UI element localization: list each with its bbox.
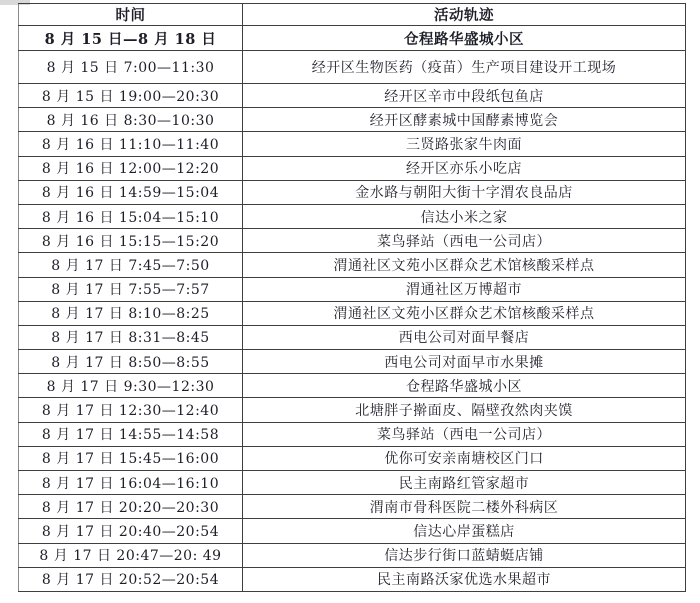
time-cell: 8 月 17 日 15:45—16:00 [19,446,243,470]
table-row [19,84,686,108]
table-row [19,277,686,301]
activity-cell: 菜鸟驿站（西电一公司店） [243,229,686,253]
time-cell: 8 月 15 日 19:00—20:30 [19,84,243,108]
activity-cell: 金水路与朝阳大街十字渭农良品店 [243,180,686,204]
header-row [19,4,686,26]
time-cell: 8 月 17 日 14:55—14:58 [19,422,243,446]
table-row [19,253,686,277]
activity-cell: 信达步行街口蓝蜻蜓店铺 [243,543,686,567]
table-row [19,132,686,156]
time-cell: 8 月 17 日 7:45—7:50 [19,253,243,277]
time-cell: 8 月 17 日 20:40—20:54 [19,519,243,543]
table-row [19,156,686,180]
table-row [19,108,686,132]
time-cell: 8 月 17 日 9:30—12:30 [19,374,243,398]
column-header-activity: 活动轨迹 [243,4,686,26]
activity-trace-table [18,3,686,592]
time-cell: 8 月 17 日 7:55—7:57 [19,277,243,301]
table-row [19,51,686,84]
activity-cell: 民主南路沃家优选水果超市 [243,567,686,591]
column-header-time: 时间 [19,4,243,26]
table-row [19,398,686,422]
table-row [19,374,686,398]
activity-cell: 经开区辛市中段纸包鱼店 [243,84,686,108]
activity-cell: 渭南市骨科医院二楼外科病区 [243,495,686,519]
activity-cell: 西电公司对面早餐店 [243,325,686,349]
table-row [19,350,686,374]
time-cell: 8 月 16 日 14:59—15:04 [19,180,243,204]
activity-cell: 经开区生物医药（疫苗）生产项目建设开工现场 [243,51,686,84]
time-cell: 8 月 16 日 8:30—10:30 [19,108,243,132]
table-row [19,325,686,349]
time-cell: 8 月 17 日 20:20—20:30 [19,495,243,519]
time-cell: 8 月 17 日 8:31—8:45 [19,325,243,349]
table-row [19,180,686,204]
time-cell: 8 月 17 日 8:10—8:25 [19,301,243,325]
activity-cell: 菜鸟驿站（西电一公司店） [243,422,686,446]
time-cell: 8 月 16 日 15:04—15:10 [19,204,243,228]
time-cell: 8 月 16 日 12:00—12:20 [19,156,243,180]
activity-cell: 西电公司对面早市水果摊 [243,350,686,374]
activity-cell: 经开区酵素城中国酵素博览会 [243,108,686,132]
table-row [19,446,686,470]
table-row [19,471,686,495]
time-cell: 8 月 17 日 8:50—8:55 [19,350,243,374]
activity-cell: 民主南路红管家超市 [243,471,686,495]
time-cell: 8 月 17 日 20:47—20: 49 [19,543,243,567]
activity-cell: 三贤路张家牛肉面 [243,132,686,156]
activity-cell: 渭通社区万博超市 [243,277,686,301]
activity-cell: 北塘胖子擀面皮、隔壁孜然肉夹馍 [243,398,686,422]
time-cell: 8 月 17 日 16:04—16:10 [19,471,243,495]
time-cell: 8 月 16 日 11:10—11:40 [19,132,243,156]
activity-cell: 优你可安亲南塘校区门口 [243,446,686,470]
time-cell: 8 月 15 日 7:00—11:30 [19,51,243,84]
activity-cell: 仓程路华盛城小区 [243,374,686,398]
table-row [19,422,686,446]
activity-cell: 渭通社区文苑小区群众艺术馆核酸采样点 [243,301,686,325]
activity-cell: 信达小米之家 [243,204,686,228]
table-row [19,229,686,253]
time-cell: 8 月 17 日 20:52—20:54 [19,567,243,591]
activity-cell: 渭通社区文苑小区群众艺术馆核酸采样点 [243,253,686,277]
table-row [19,519,686,543]
time-cell: 8 月 15 日—8 月 18 日 [19,26,243,51]
activity-cell: 信达心岸蛋糕店 [243,519,686,543]
table-row [19,495,686,519]
table-row [19,204,686,228]
time-cell: 8 月 16 日 15:15—15:20 [19,229,243,253]
summary-row [19,26,686,51]
activity-cell: 经开区亦乐小吃店 [243,156,686,180]
time-cell: 8 月 17 日 12:30—12:40 [19,398,243,422]
activity-cell: 仓程路华盛城小区 [243,26,686,51]
table-row [19,543,686,567]
table-row [19,301,686,325]
table-row [19,567,686,591]
